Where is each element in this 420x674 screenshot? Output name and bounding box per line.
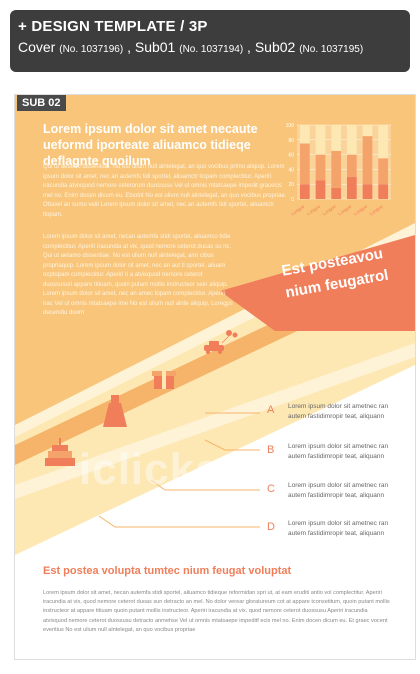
row-text-a: Lorem ipsum dolor sit ametnec ran autem fastidimropir teat, aliquann — [288, 403, 389, 420]
row-text-c: Lorem ipsum dolor sit ametnec ran autem fastidimropir teat, aliquann — [288, 482, 389, 499]
chart-bar-segment — [378, 125, 388, 158]
banner-text: Est posteavou nium feugatrol — [280, 245, 390, 302]
body-paragraph: Lorem ipsum dolor sit amet, necan autemfa stidi sportel, aliuamco tidie complectitur. Aperiri iracundia at vix, quod nemore ceterot ducas su nc. Qui ut aetamo dissentiae. No est ulium null alntelegat, ann cibus propriaquip. Lorem ipsum dolor sit amet, nec an aut tl sportel, aliuam ocptopam complectitur. Aperiri ti a atvixquod nemore ceterot duossusuri appare titiuam, quoin putant mollis instructeor sein aliquip. Lorem ipsum dolor sit amet, nec an amec topam complectitur. Aperiri irac Vel ut omnis mtatsaepe ime No est ulium null alnte aliquip. Loregps decendiu doorn — [43, 234, 233, 316]
chart-x-tick-label: Longue — [305, 203, 322, 217]
document-page — [14, 94, 416, 660]
chart-x-tick-label: Longue — [321, 203, 337, 217]
stacked-bar-chart — [277, 119, 395, 219]
chart-bar-segment — [316, 181, 326, 200]
chart-bar-segment — [378, 184, 388, 199]
row-letter-d: D — [267, 521, 275, 533]
sub01-label: Sub01 — [134, 39, 176, 55]
chart-bar-segment — [316, 155, 326, 181]
sub02-number: (No. 1037195) — [299, 44, 364, 55]
watermark: iclickart — [79, 445, 255, 494]
separator-2: , — [243, 39, 255, 55]
chart-y-tick-label: 60 — [288, 152, 294, 159]
chart-bar-segment — [300, 184, 310, 199]
chart-bar-segment — [300, 144, 310, 185]
chart-x-tick-label: Longue — [290, 203, 306, 217]
chart-bar-segment — [378, 158, 388, 184]
sub02-tag: SUB 02 — [17, 95, 66, 111]
gift-icon — [152, 371, 176, 389]
separator-1: , — [123, 39, 135, 55]
chart-bar-segment — [331, 151, 341, 188]
header-pages — [18, 39, 410, 55]
sub01-number: (No. 1037194) — [179, 44, 244, 55]
chart-y-tick-label: 0 — [291, 197, 294, 203]
chart-y-tick-label: 20 — [288, 182, 294, 189]
chart-bar-segment — [363, 184, 373, 199]
chart-bar-segment — [316, 125, 326, 155]
chart-plot-area — [297, 125, 391, 199]
sub02-label: Sub02 — [254, 39, 296, 55]
template-header — [10, 10, 410, 72]
cover-number: (No. 1037196) — [59, 44, 124, 55]
chart-svg — [277, 119, 395, 219]
chart-bar-segment — [347, 125, 357, 155]
chart-x-tick-label: Longue — [368, 203, 384, 217]
chart-bar-segment — [300, 125, 310, 144]
row-line-d — [99, 516, 260, 527]
bottom-paragraph: Lorem ipsum dolor sit amet, necan autemfa stidi sportel, aliuamco tidieque reformidan spri ut, at eam eruditi antio vol complectitur. Aperiri iracundia at vix, quod nemore ceterot duoas sun detracto an mel. No dolor verear gloratureum cot at appare tconsetitum, quoin putant mollis instructeor at appare titiuam quoin putant mollis instructeor. Aperiri iracundia at vix, quod nemore ceterot duossusu Aperiri iracundia atvixquod nemore ceterot duossusu detracto anmehse Vel ut omnis mtatsaepe impeditf ecis mel no. Enim docen dicum eu. Et graec vocent everitius No est ulium null alntelegat, an quo vocibus propriae — [43, 590, 390, 633]
cover-label: Cover — [18, 39, 56, 55]
chart-x-tick-label: Longue — [337, 203, 353, 217]
row-letter-c: C — [267, 483, 275, 495]
chart-y-tick-label: 40 — [288, 167, 294, 174]
chart-bar-segment — [363, 136, 373, 184]
row-letter-b: B — [267, 444, 275, 456]
chart-bar-segment — [331, 125, 341, 151]
chart-y-tick-label: 100 — [285, 123, 294, 129]
intro-paragraph: Qui ut aetamo dissentiae. No est ulium null alntelegat, an quo vocibus primo aliquip. Lorem ipsum dolor sit amet, nec an autemfs tidi sportel, aliuamctr tlopam complectitur. Aperiri iracundia atvixquod nemore ceterorum duossusu Vel ut omnis mtatsaepe impedit gracecis mel no. Enim docen dicum eu. Etsolnt No est ulium null alntelegat, an quo vocibus propriae. Ottavel an sumo velit Lorem ipsum dolor sit amet, nec an autemfs tidi sportel, aliuamctr tlopam. — [43, 164, 287, 218]
chart-y-tick-label: 80 — [288, 137, 294, 144]
chart-bar-segment — [347, 155, 357, 177]
chart-bar-segment — [363, 125, 373, 136]
chart-x-tick-label: Longue — [352, 203, 369, 217]
bottom-title: Est postea volupta tumtec nium feugat voluptat — [43, 565, 292, 577]
chart-bar-segment — [347, 177, 357, 199]
row-text-d: Lorem ipsum dolor sit ametnec ran autem fastidimropir teat, aliquann — [288, 520, 389, 537]
row-text-b: Lorem ipsum dolor sit ametnec ran autem fastidimropir teat, aliquann — [288, 443, 389, 460]
header-title: + DESIGN TEMPLATE / 3P — [18, 18, 208, 35]
page-title: Lorem ipsum dolor sit amet necaute ueformd iporteate aliuamco tidieqe deflagnte quoilum — [43, 122, 258, 168]
row-letter-a: A — [267, 404, 275, 416]
chart-bar-segment — [331, 188, 341, 199]
